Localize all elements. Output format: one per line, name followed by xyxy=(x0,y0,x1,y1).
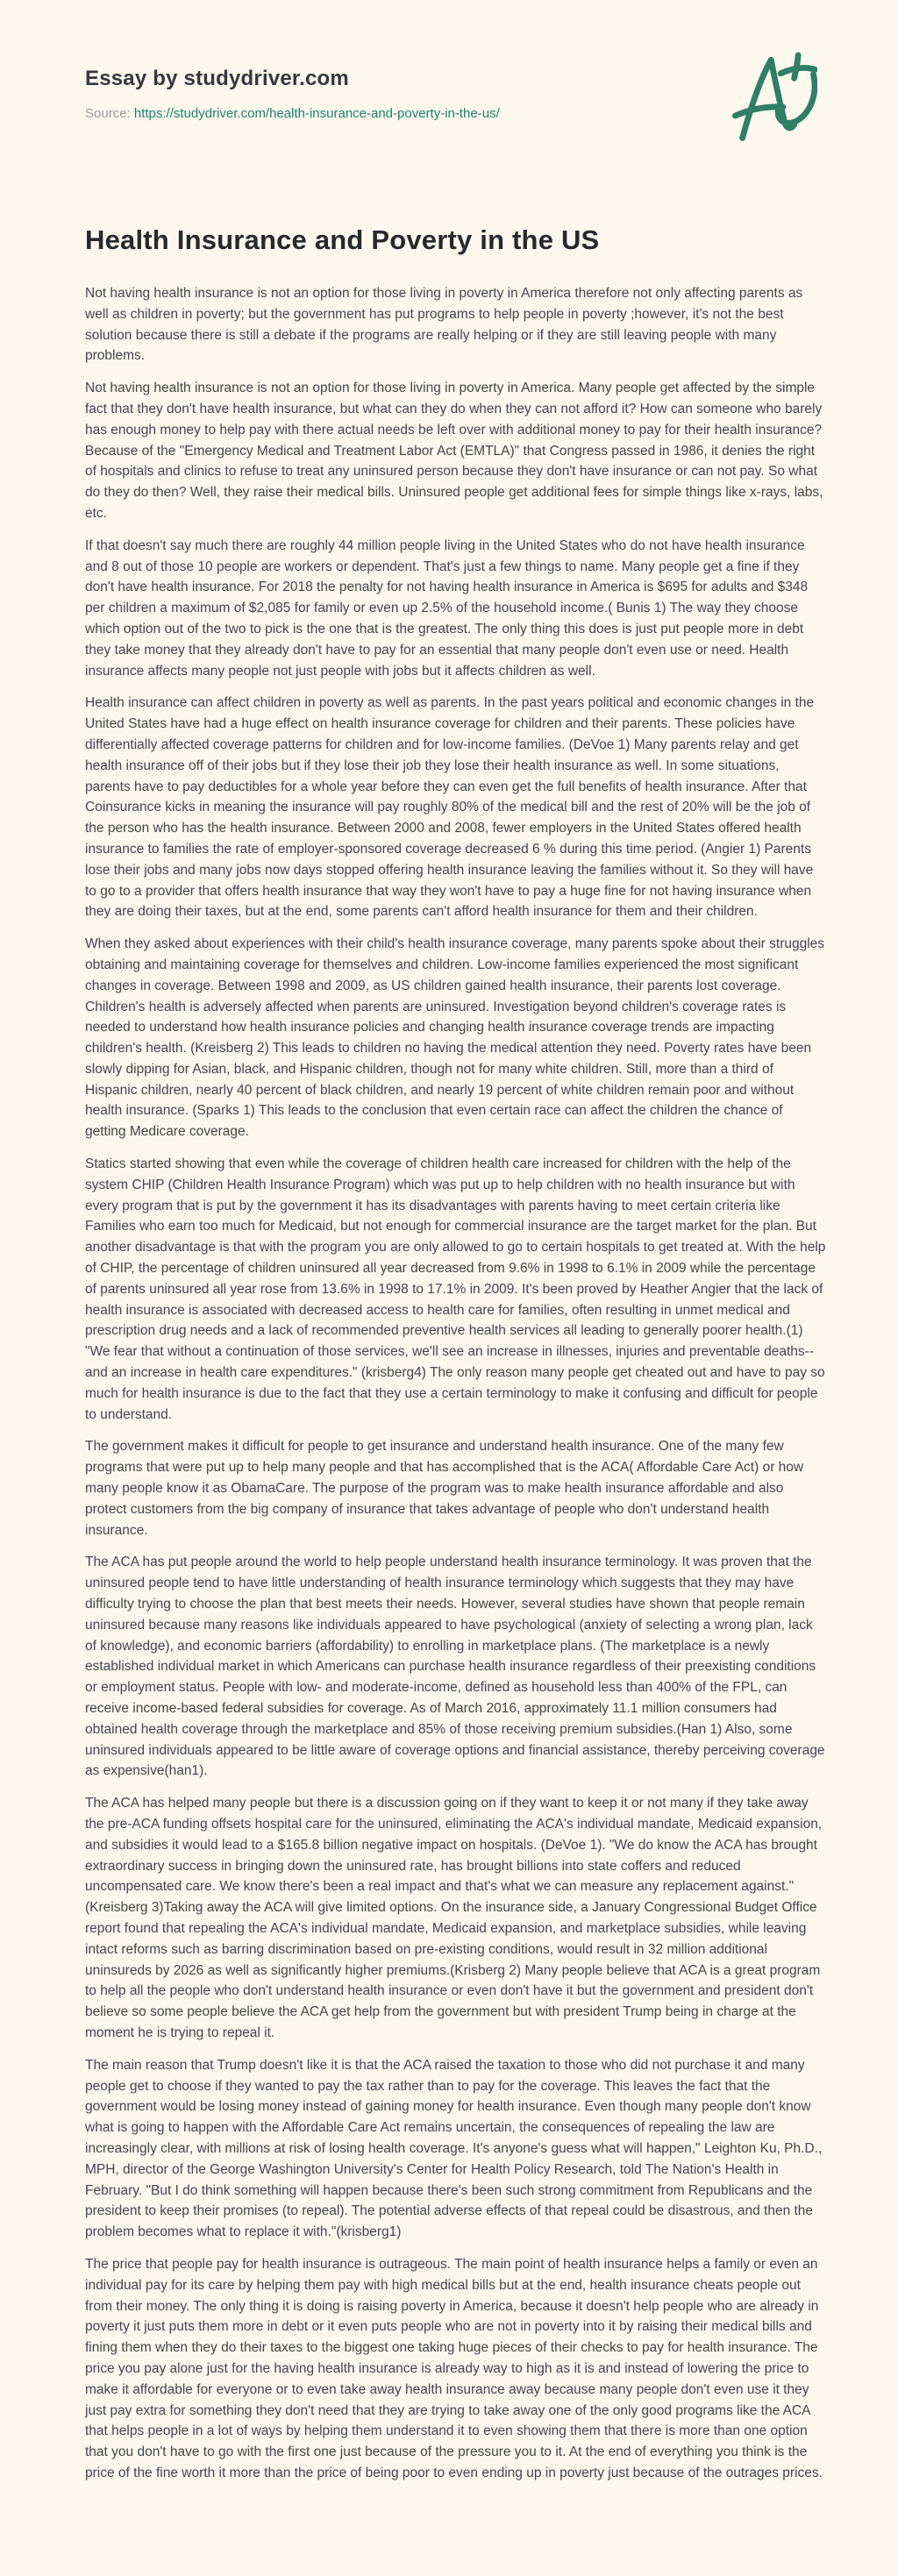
essay-title: Health Insurance and Poverty in the US xyxy=(85,224,600,255)
essay-paragraph: Not having health insurance is not an option for those living in poverty in America. Many people get affected by the simple fact that they don't have health insurance, but what can they do when they can not afford it? How can someone who barely has enough money to help pay with there actual needs be left over with additional money to pay for their health insurance? Because of the "Emergency Medical and Treatment Labor Act (EMTLA)" that Congress passed in 1986, it denies the right of hospitals and clinics to refuse to treat any uninsured person because they don't have insurance or can not pay. So what do they do then? Well, they raise their medical bills. Uninsured people get additional fees for simple things like x-rays, labs, etc. xyxy=(85,381,823,521)
essay-body xyxy=(85,283,826,2484)
source-label: Source: xyxy=(85,106,131,121)
essay-paragraph: The ACA has helped many people but there is a discussion going on if they want to keep it or not many if they take away the pre-ACA funding offsets hospital care for the uninsured, eliminating the ACA's individual mandate, Medicaid expansion, and subsidies it would lead to a $165.8 billion negative impact on hospitals. (DeVoe 1). "We do know the ACA has brought extraordinary success in bringing down the uninsured rate, has brought billions into state coffers and reduced uncompensated care. We know there's been a real impact and that's what we can measure any replacement against."(Kreisberg 3)Taking away the ACA will give limited options. On the insurance side, a January Congressional Budget Office report found that repealing the ACA's individual mandate, Medicaid expansion, and marketplace subsidies, while leaving intact reforms such as barring discrimination based on pre-existing conditions, would result in 32 million additional uninsureds by 2026 as well as significantly higher premiums.(Krisberg 2) Many people believe that ACA is a great program to help all the people who don't understand health insurance or even don't have it but the government and president don't believe so some people believe the ACA get help from the government but with president Trump being in charge at the moment he is trying to repeal it. xyxy=(85,1796,823,2040)
source-link[interactable]: https://studydriver.com/health-insurance-and-poverty-in-the-us/ xyxy=(133,106,500,121)
logo-a-left-stroke xyxy=(743,60,772,138)
essay-paragraph: The ACA has put people around the world to help people understand health insurance terminology. It was proven that the uninsured people tend to have little understanding of health insurance terminology which suggests that they may have difficulty trying to choose the plan that best meets their needs. However, several studies have shown that people remain uninsured because many reasons like individuals appeared to have psychological (anxiety of selecting a wrong plan, lack of knowledge), and economic barriers (affordability) to enrolling in marketplace plans. (The marketplace is a newly established individual market in which Americans can purchase health insurance regardless of their preexisting conditions or employment status. People with low- and moderate-income, defined as household less than 400% of the FPL, can receive income-based federal subsidies for coverage. As of March 2016, approximately 11.1 million consumers had obtained health coverage through the marketplace and 85% of those receiving premium subsidies.(Han 1) Also, some uninsured individuals appeared to be little aware of coverage options and financial assistance, thereby perceiving coverage as expensive(han1). xyxy=(85,1555,825,1779)
essay-paragraph: If that doesn't say much there are roughly 44 million people living in the United States who do not have health insurance and 8 out of those 10 people are workers or dependent. That's just a few things to name. Many people get a fine if they don't have health insurance. For 2018 the penalty for not having health insurance in America is $695 for adults and $348 per children a maximum of $2,085 for family or even up 2.5% of the household income.( Bunis 1) The way they choose which option out of the two to pick is the one that is the greatest. The only thing this does is just put people more in debt they take money that they already don't have to pay for an essential that many people don't even use or need. Health insurance affects many people not just people with jobs but it affects children as well. xyxy=(85,537,809,679)
source-line xyxy=(85,106,826,121)
essay-paragraph: The government makes it difficult for people to get insurance and understand health insurance. One of the many few programs that were put up to help many people and that has accomplished that is the ACA( Affordable Care Act) or how many people know it as ObamaCare. The purpose of the program was to make health insurance affordable and also protect customers from the big company of insurance that takes advantage of people who don't understand health insurance. xyxy=(85,1439,804,1538)
page-header xyxy=(85,67,826,121)
essay-paragraph: The price that people pay for health insurance is outrageous. The main point of health insurance helps a family or even an individual pay for its care by helping them pay with high medical bills but at the end, health insurance cheats people out from their money. The only thing it is doing is raising poverty in America, because it doesn't help people who are already in poverty it just puts them more in debt or it even puts people who are not in poverty into it by raising their medical bills and fining them when they do their taxes to the biggest one taking huge pieces of their checks to pay for health insurance. The price you pay alone just for the having health insurance is already way to high as it is and instead of lowering the price to make it affordable for everyone or to even take away health insurance away because many people don't even use it they just pay extra for something they don't need that they are trying to take away one of the only good programs like the ACA that helps people in a lot of ways by helping them understand it to even showing them that there is more than one option that you don't have to go with the first one just because of the pressure you to it. At the end of everything you think is the price of the fine worth it more than the price of being poor to even ending up in poverty just because of the outrages prices. xyxy=(85,2256,823,2480)
essay-paragraph: Not having health insurance is not an option for those living in poverty in America therefore not only affecting parents as well as children in poverty; but the government has put programs to help people in poverty ;however, it's not the best solution because there is still a debate if the programs are really helping or if they are still leaving people with many problems. xyxy=(85,286,803,364)
essay-paragraph: Health insurance can affect children in poverty as well as parents. In the past years political and economic changes in the United States have had a huge effect on health insurance coverage for children and their parents. These policies have differentially affected coverage patterns for children and for low-income families. (DeVoe 1) Many parents relay and get health insurance off of their jobs but if they lose their job they lose their health insurance as well. In some situations, parents have to pay deductibles for a whole year before they can even get the full benefits of health insurance. After that Coinsurance kicks in meaning the insurance will pay roughly 80% of the medical bill and the rest of 20% will be the job of the person who has the health insurance. Between 2000 and 2008, fewer employers in the United States offered health insurance to families the rate of employer-sponsored coverage decreased 6 % during this time period. (Angier 1) Parents lose their jobs and many jobs now days stopped offering health insurance leaving the families without it. So they will have to go to a provider that offers health insurance that way they won't have to pay a huge fine for not having insurance when they are doing their taxes, but at the end, some parents can't afford health insurance for them and their children. xyxy=(85,695,815,920)
essay-paragraph: Statics started showing that even while the coverage of children health care increased for children with the help of the system CHIP (Children Health Insurance Program) which was put up to help children with no health insurance but with every program that is put by the government it has its disadvantages with parents having to meet certain criteria like Families who earn too much for Medicaid, but not enough for commercial insurance are the target market for the plan. But another disadvantage is that with the program you are only allowed to go to certain hospitals to get treated at. With the help of CHIP, the percentage of children uninsured all year decreased from 9.6% in 1998 to 6.1% in 2009 while the percentage of parents uninsured all year rose from 13.6% in 1998 to 17.1% in 2009. It's been proved by Heather Angier that the lack of health insurance is associated with decreased access to health care for families, often resulting in unmet medical and prescription drug needs and a lack of recommended preventive health services all leading to generally poorer health.(1) "We fear that without a continuation of those services, we'll see an increase in illnesses, injuries and preventable deaths--and an increase in health care expenditures." (krisberg4) The only reason many people get cheated out and have to pay so much for health insurance is due to the fact that they use a certain terminology to make it confusing and difficult for people to understand. xyxy=(85,1156,826,1422)
site-heading: Essay by studydriver.com xyxy=(85,67,349,90)
a-plus-logo-icon xyxy=(730,44,817,144)
essay-paragraph: The main reason that Trump doesn't like it is that the ACA raised the taxation to those who did not purchase it and many people get to choose if they wanted to pay the tax rather than to pay for the coverage. This leaves the fact that the government would be losing money instead of gaining money for health insurance. Even though many people don't know what is going to happen with the Affordable Care Act remains uncertain, the consequences of repealing the law are increasingly clear, with millions at risk of losing health coverage. It's anyone's guess what will happen," Leighton Ku, Ph.D., MPH, director of the George Washington University's Center for Health Policy Research, told The Nation's Health in February. "But I do think something will happen because there's been such strong commitment from Republicans and the president to keep their promises (to repeal). The potential adverse effects of that repeal could be disastrous, and then the problem becomes what to replace it with."(krisberg1) xyxy=(85,2057,823,2240)
essay-paragraph: When they asked about experiences with their child's health insurance coverage, many parents spoke about their struggles obtaining and maintaining coverage for themselves and children. Low-income families experienced the most significant changes in coverage. Between 1998 and 2009, as US children gained health insurance, their parents lost coverage. Children's health is adversely affected when parents are uninsured. Investigation beyond children's coverage rates is needed to understand how health insurance policies and changing health insurance coverage trends are impacting children's health. (Kreisberg 2) This leads to children no having the medical attention they need. Poverty rates have been slowly dipping for Asian, black, and Hispanic children, though not for many white children. Still, more than a third of Hispanic children, nearly 40 percent of black children, and nearly 19 percent of white children remain poor and without health insurance. (Sparks 1) This leads to the conclusion that even certain race can affect the children the chance of getting Medicare coverage. xyxy=(85,936,825,1140)
